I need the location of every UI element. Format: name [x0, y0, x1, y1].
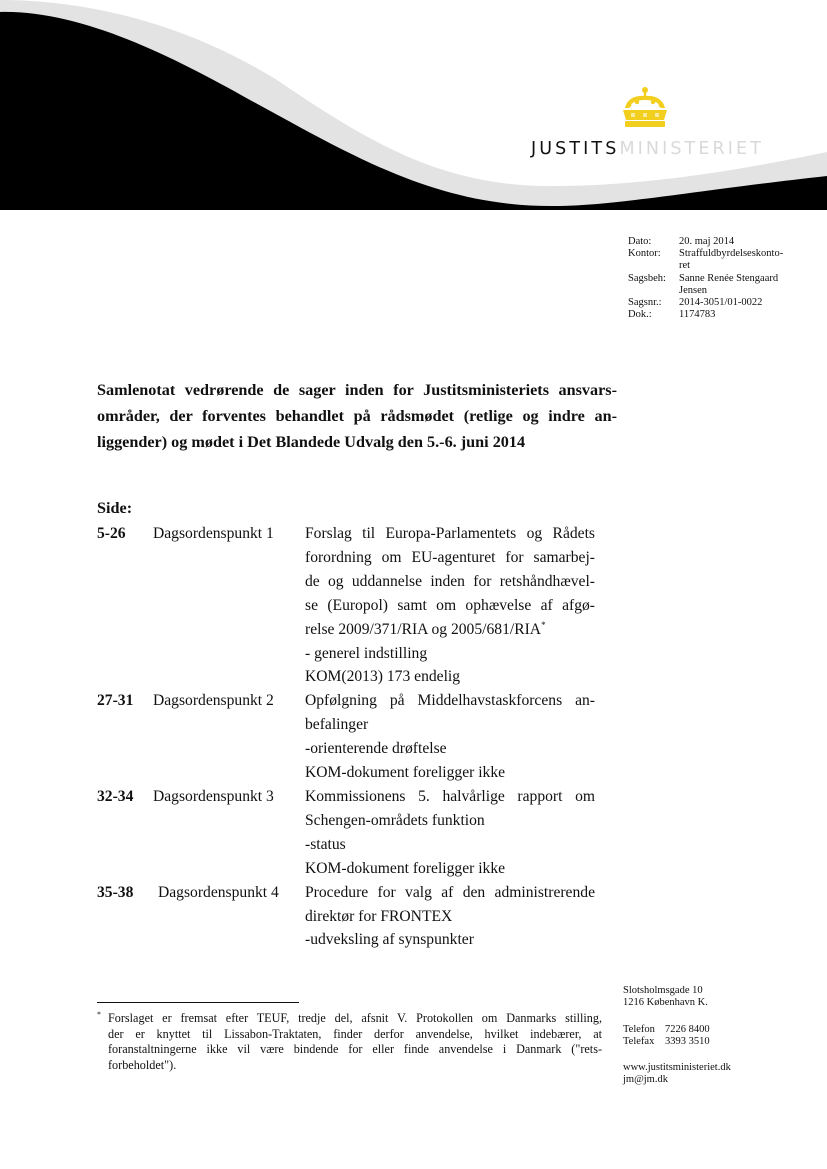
footnote-separator: [97, 1002, 299, 1003]
meta-value-line: Sanne Renée Stengaard: [679, 272, 779, 284]
agenda-line: Opfølgning på Middelhavstaskforcens an-: [305, 692, 595, 710]
agenda-line: KOM-dokument foreligger ikke: [305, 764, 506, 782]
agenda-item: [97, 689, 607, 785]
agenda-description: [305, 522, 595, 689]
agenda-pages: 27-31: [97, 692, 134, 710]
website-link[interactable]: www.justitsministeriet.dk: [623, 1062, 731, 1074]
fax-number: 3393 3510: [665, 1035, 710, 1047]
phone-number: 7226 8400: [665, 1023, 710, 1035]
agenda-line: se (Europol) samt om ophævelse af afgø-: [305, 596, 595, 614]
meta-row-office: [628, 248, 799, 272]
meta-value: [679, 248, 799, 272]
fax-label: Telefax: [623, 1035, 655, 1047]
email-link[interactable]: jm@jm.dk: [623, 1074, 668, 1086]
agenda-pages: 32-34: [97, 787, 134, 805]
title-line: Samlenotat vedrørende de sager inden for Justitsministeriets ansvars-: [97, 381, 617, 399]
agenda-line: KOM-dokument foreligger ikke: [305, 859, 506, 877]
meta-value: [679, 236, 799, 248]
agenda-line: Procedure for valg af den administrerende: [305, 883, 595, 901]
agenda-point: Dagsordenspunkt 4: [158, 883, 279, 901]
agenda-description: [305, 785, 595, 881]
meta-value: [679, 297, 799, 309]
agenda-line: -status: [305, 835, 346, 853]
footnote-line: Forslaget er fremsat efter TEUF, tredje del, afsnit V. Protokollen om Danmarks stilling,: [108, 1011, 602, 1025]
agenda-line: Forslag til Europa-Parlamentets og Rådets: [305, 525, 595, 542]
meta-value-line: Jensen: [679, 284, 707, 296]
agenda-line-with-footnote: [305, 618, 595, 642]
meta-value-line: 1174783: [679, 309, 716, 321]
agenda-line: KOM(2013) 173 endelig: [305, 668, 461, 686]
footnote-marker: *: [97, 1010, 101, 1019]
meta-label: Dok.:: [628, 309, 652, 321]
meta-value-line: 2014-3051/01-0022: [679, 297, 763, 309]
agenda-pages: 35-38: [97, 883, 134, 901]
agenda-line: befalinger: [305, 716, 369, 734]
meta-row-date: [628, 236, 799, 248]
footnote-line: forbeholdet").: [108, 1057, 177, 1072]
agenda-description: [305, 689, 595, 785]
address-fax-row: [623, 1036, 731, 1048]
agenda-line: Schengen-områdets funktion: [305, 811, 485, 829]
meta-value-line: 20. maj 2014: [679, 236, 735, 247]
crown-logo-icon: [619, 86, 671, 130]
footnote-line: der er knyttet til Lissabon-Traktaten, finder derfor anvendelse, hvilket indebærer, at: [108, 1026, 602, 1041]
agenda-point: Dagsordenspunkt 1: [153, 525, 274, 542]
title-line: liggender) og mødet i Det Blandede Udvalg den 5.-6. juni 2014: [97, 433, 526, 451]
agenda-description: [305, 881, 595, 953]
meta-value: [679, 273, 799, 297]
agenda-point: Dagsordenspunkt 3: [153, 787, 274, 805]
agenda-pages: 5-26: [97, 525, 126, 542]
ministry-address: [623, 985, 731, 1087]
document-metadata: [628, 236, 799, 321]
agenda-item: [97, 881, 607, 953]
meta-value: [679, 309, 799, 321]
meta-label: Sagsbeh:: [628, 272, 666, 284]
agenda-line: direktør for FRONTEX: [305, 907, 453, 925]
document-title: [97, 377, 617, 455]
agenda-line: -udveksling af synspunkter: [305, 931, 474, 949]
header-wave-band: [0, 0, 827, 210]
address-phone-row: [623, 1024, 731, 1036]
title-line: områder, der forventes behandlet på rådsmødet (retlige og indre an-: [97, 407, 617, 425]
ministry-logo-wordmark: [531, 139, 764, 159]
agenda-line: forordning om EU-agenturet for samarbej-: [305, 548, 595, 566]
footnote: [97, 1011, 602, 1073]
address-city: 1216 København K.: [623, 997, 708, 1009]
side-heading: Side:: [97, 499, 133, 517]
meta-value-line: ret: [679, 260, 691, 272]
meta-label: Sagsnr.:: [628, 297, 662, 309]
agenda-item: [97, 522, 607, 689]
logo-text-light: MINISTERIET: [619, 139, 764, 159]
agenda-line: de og uddannelse inden for retshåndhævel-: [305, 572, 595, 590]
meta-row-case-officer: [628, 273, 799, 297]
meta-row-case-number: [628, 297, 799, 309]
logo-text-strong: JUSTITS: [531, 139, 620, 159]
agenda-line: -orienterende drøftelse: [305, 740, 447, 758]
agenda-line: Kommissionens 5. halvårlige rapport om: [305, 787, 595, 805]
meta-label: Dato:: [628, 236, 652, 247]
agenda-line: relse 2009/371/RIA og 2005/681/RIA: [305, 620, 542, 638]
phone-label: Telefon: [623, 1023, 655, 1035]
agenda-item: [97, 785, 607, 881]
meta-label: Kontor:: [628, 248, 661, 260]
agenda-point: Dagsordenspunkt 2: [153, 692, 274, 710]
footnote-marker: *: [541, 619, 546, 630]
footnote-line: foranstaltningerne ikke vil være bindende for eller finde anvendelse i Danmark ("rets-: [108, 1042, 602, 1056]
address-street: Slotsholmsgade 10: [623, 985, 703, 996]
meta-row-doc-number: [628, 309, 799, 321]
agenda-list: [97, 522, 607, 952]
agenda-line: - generel indstilling: [305, 644, 428, 662]
meta-value-line: Straffuldbyrdelseskonto-: [679, 248, 784, 260]
